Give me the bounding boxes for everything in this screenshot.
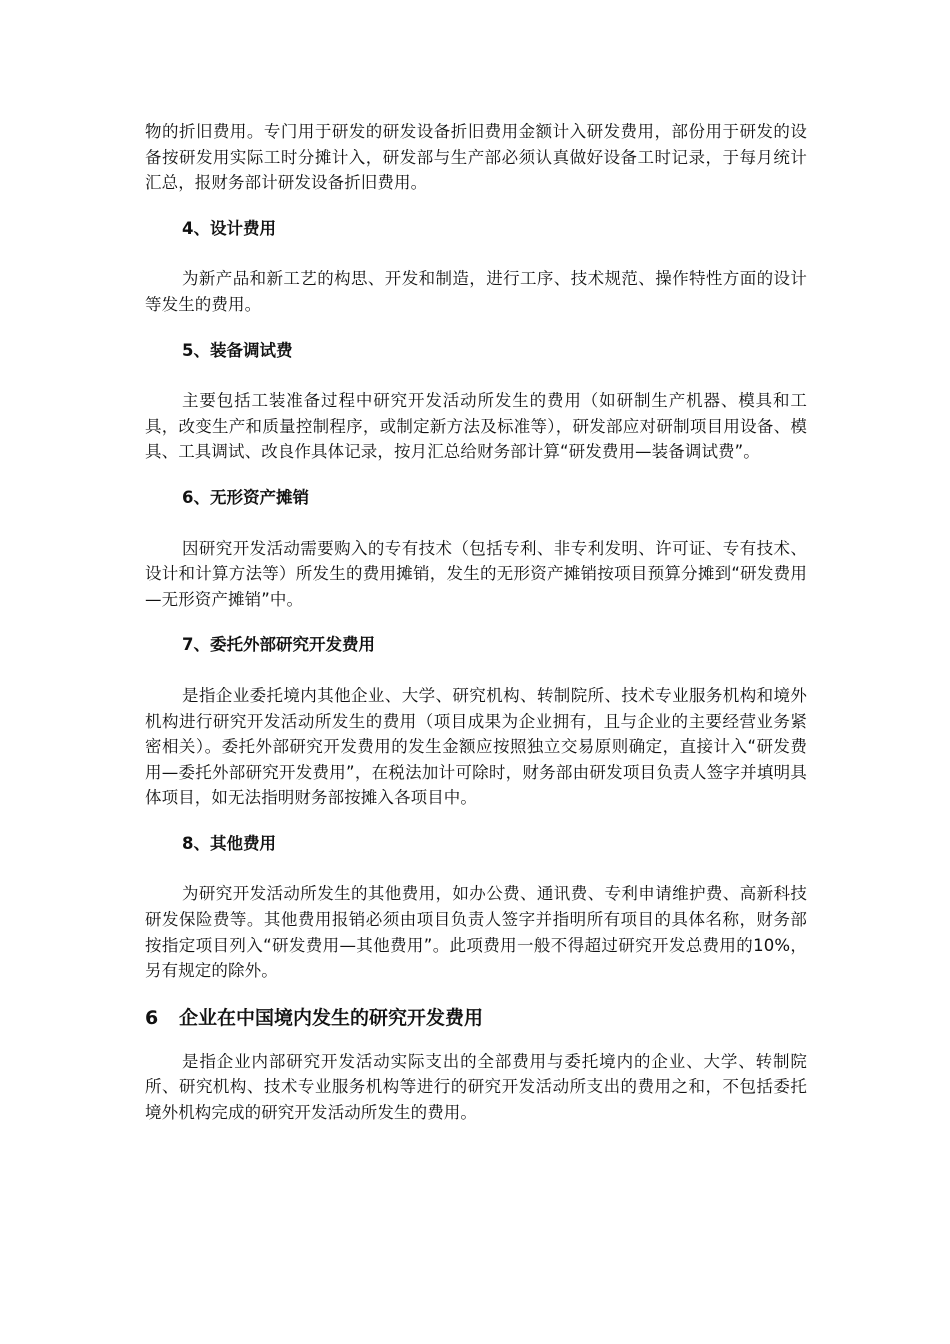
- subheading-other-fees: 8、其他费用: [182, 833, 276, 853]
- section-heading-domestic-rd: [145, 1004, 807, 1032]
- paragraph-equipment-debug-fee: 主要包括工装准备过程中研究开发活动所发生的费用（如研制生产机器、模具和工具，改变生产和质量控制程序，或制定新方法及标准等），研发部应对研制项目用设备、模具、工具调试、改良作具体记录，按月汇总给财务部计算“研发费用—装备调试费”。: [145, 391, 807, 462]
- subheading-equipment-debug-fee: 5、装备调试费: [182, 340, 293, 360]
- paragraph-outsourced-rd: 是指企业委托境内其他企业、大学、研究机构、转制院所、技术专业服务机构和境外机构进行研究开发活动所发生的费用（项目成果为企业拥有，且与企业的主要经营业务紧密相关）。委托外部研究开发费用的发生金额应按照独立交易原则确定，直接计入“研发费用—委托外部研究开发费用”，在税法加计可除时，财务部由研发项目负责人签字并填明具体项目，如无法指明财务部按摊入各项目中。: [145, 685, 807, 808]
- subheading-design-fee: 4、设计费用: [182, 218, 276, 238]
- paragraph-design-fee: 为新产品和新工艺的构思、开发和制造，进行工序、技术规范、操作特性方面的设计等发生的费用。: [145, 269, 807, 314]
- section-number: 6: [145, 1006, 159, 1029]
- section-title: 企业在中国境内发生的研究开发费用: [179, 1006, 484, 1029]
- subheading-intangible-amortization: 6、无形资产摊销: [182, 487, 309, 507]
- paragraph-depreciation-cont: 物的折旧费用。专门用于研发的研发设备折旧费用金额计入研发费用，部份用于研发的设备按研发用实际工时分摊计入，研发部与生产部必须认真做好设备工时记录，于每月统计汇总，报财务部计研发设备折旧费用。: [145, 122, 807, 193]
- paragraph-other-fees: 为研究开发活动所发生的其他费用，如办公费、通讯费、专利申请维护费、高新科技研发保险费等。其他费用报销必须由项目负责人签字并指明所有项目的具体名称，财务部按指定项目列入“研发费用—其他费用”。此项费用一般不得超过研究开发总费用的10%，另有规定的除外。: [145, 884, 807, 981]
- subheading-outsourced-rd: 7、委托外部研究开发费用: [182, 635, 375, 655]
- document-body: [145, 119, 807, 1126]
- paragraph-intangible-amortization: 因研究开发活动需要购入的专有技术（包括专利、非专利发明、许可证、专有技术、设计和计算方法等）所发生的费用摊销，发生的无形资产摊销按项目预算分摊到“研发费用—无形资产摊销”中。: [145, 538, 807, 609]
- paragraph-domestic-rd: 是指企业内部研究开发活动实际支出的全部费用与委托境内的企业、大学、转制院所、研究机构、技术专业服务机构等进行的研究开发活动所支出的费用之和，不包括委托境外机构完成的研究开发活动所发生的费用。: [145, 1051, 807, 1123]
